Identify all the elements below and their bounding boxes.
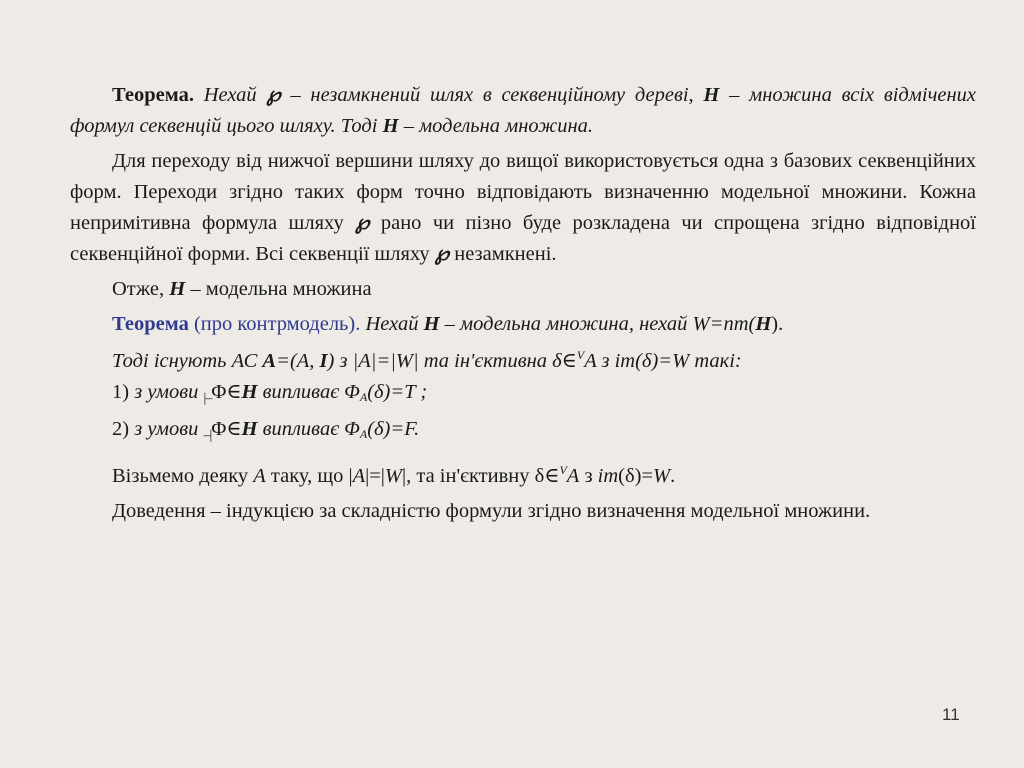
- text: A з im(δ)=W такі:: [584, 350, 742, 372]
- set-h: H: [755, 313, 772, 335]
- path-symbol: ℘: [434, 243, 450, 265]
- turnstile-true: |–: [203, 391, 212, 406]
- text: =(A,: [276, 350, 320, 372]
- text: Φ∈: [211, 418, 242, 440]
- text: (δ)=: [618, 465, 654, 487]
- text: – множина всіх відмічених формул секвенцій цього шляху. Тоді: [70, 84, 976, 137]
- theorem-2-cont: [70, 340, 976, 377]
- set-h: H: [169, 278, 186, 300]
- theorem-subtitle: (про контрмодель).: [188, 313, 366, 335]
- text: – модельна множина, нехай W=nm(: [439, 313, 756, 335]
- conclusion: [70, 274, 976, 305]
- text: Візьмемо деяку: [112, 465, 254, 487]
- set-h: H: [382, 115, 399, 137]
- item-number: 1): [112, 381, 130, 403]
- var-a: A: [566, 465, 580, 487]
- text: незамкнені.: [449, 243, 557, 265]
- text: Нехай: [365, 313, 424, 335]
- superscript: V: [576, 348, 585, 362]
- text: – незамкнений шлях в секвенційному дереві,: [280, 84, 704, 106]
- text: рано чи пізно буде розкладена чи спрощена згідно відповідної секвенційної форми. Всі секвенції шляху: [70, 212, 976, 265]
- theorem-1: [70, 80, 976, 142]
- item-number: 2): [112, 418, 130, 440]
- text: ).: [771, 313, 784, 335]
- text: Отже,: [112, 278, 170, 300]
- superscript: V: [559, 463, 567, 477]
- var-w: W: [384, 465, 402, 487]
- text: Тоді існують АС: [112, 350, 263, 372]
- im-function: im: [597, 465, 619, 487]
- text: .: [670, 465, 676, 487]
- text: Φ∈: [211, 381, 242, 403]
- var-w: W: [653, 465, 671, 487]
- text: випливає Φ: [257, 418, 360, 440]
- proof-paragraph: [70, 146, 976, 270]
- set-h: H: [703, 84, 720, 106]
- text: Нехай: [193, 84, 267, 106]
- var-a: A: [352, 465, 366, 487]
- subscript: A: [359, 427, 368, 441]
- set-h: H: [241, 418, 258, 440]
- set-h: H: [241, 381, 258, 403]
- text: |=|: [365, 465, 385, 487]
- subscript: A: [359, 390, 368, 404]
- text: з умови: [129, 381, 204, 403]
- condition-2: [70, 414, 976, 451]
- text: – модельна множина: [185, 278, 372, 300]
- text: з умови: [129, 418, 204, 440]
- text: з: [579, 465, 598, 487]
- proof-note: [70, 496, 976, 527]
- structure-a: A: [262, 350, 277, 372]
- theorem-2: [70, 309, 976, 340]
- text: (δ)=F.: [367, 418, 420, 440]
- set-h: H: [423, 313, 440, 335]
- text: – модельна множина.: [398, 115, 594, 137]
- page-number: 11: [942, 705, 960, 724]
- path-symbol: ℘: [355, 212, 370, 234]
- turnstile-false: –|: [203, 428, 212, 443]
- text: ) з |A|=|W| та ін'єктивна δ∈: [327, 350, 577, 372]
- text: (δ)=T ;: [367, 381, 428, 403]
- text: таку, що |: [265, 465, 353, 487]
- text: Доведення – індукцією за складністю формули згідно визначення модельної множини.: [112, 500, 871, 522]
- text: випливає Φ: [257, 381, 360, 403]
- construction: [70, 455, 976, 492]
- slide-content: [70, 80, 976, 531]
- theorem-label: Теорема: [112, 313, 189, 335]
- text: |, та ін'єктивну δ∈: [402, 465, 560, 487]
- text: Для переходу від нижчої вершини шляху до вищої використовується одна з базових секвенційних форм. Переходи згідно таких форм точно відповідають визначенню модельної множини. Кожна непримітивна формула шляху: [70, 150, 976, 234]
- theorem-label: Теорема.: [112, 84, 194, 106]
- var-a: A: [253, 465, 266, 487]
- path-symbol: ℘: [266, 84, 281, 106]
- interpretation-i: I: [319, 350, 328, 372]
- condition-1: [70, 377, 976, 414]
